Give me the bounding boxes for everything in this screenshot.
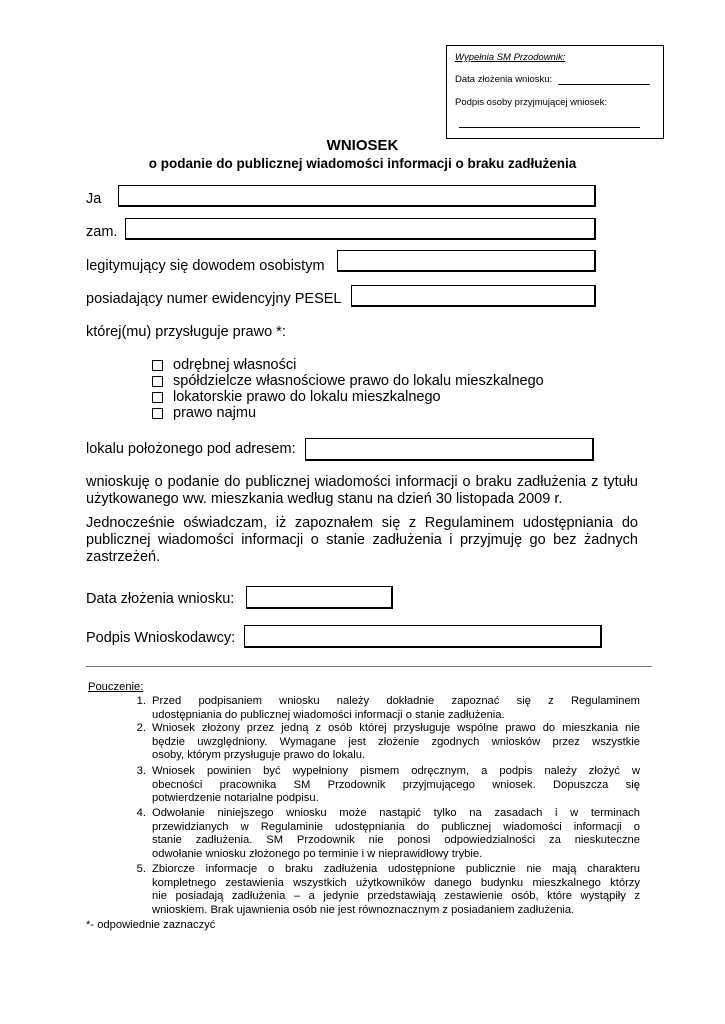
instruction-line: odwołanie wniosku złożonego po terminie i w nieprawidłowy trybie. [152, 847, 483, 860]
instruction-line: przewidzianych w Regulaminie udostępniania do publicznej wiadomości informacji o [152, 820, 640, 833]
address-field[interactable] [125, 218, 596, 240]
instruction-line: obecności pracownika SM Przodownik przyjmującego wniosek. Dopuszcza się [152, 778, 640, 791]
checkbox-ownership[interactable] [152, 360, 163, 371]
signature-label: Podpis Wnioskodawcy: [86, 630, 236, 646]
rights-label: której(mu) przysługuje prawo *: [86, 324, 286, 340]
signature-field[interactable] [244, 625, 602, 648]
instruction-number: 3. [136, 765, 146, 777]
request-line-2: użytkowanego ww. mieszkania według stanu na dzień 30 listopada 2009 r. [86, 491, 563, 507]
instruction-line: stanie zadłużenia. SM Przodownik nie ponosi odpowiedzialności za nieskuteczne [152, 834, 640, 846]
divider [86, 666, 652, 667]
instruction-line: Wniosek powinien być wypełniony pismem odręcznym, a podpis należy złożyć w [152, 765, 640, 777]
instruction-line: Wniosek złożony przez jedną z osób której przysługuje wspólne prawo do mieszkania nie [152, 722, 640, 734]
instruction-number: 1. [136, 695, 146, 707]
request-line-1: wnioskuję o podanie do publicznej wiadomości informacji o braku zadłużenia z tytułu [86, 474, 638, 490]
declaration-line-2: publicznej wiadomości informacji o stanie zadłużenia i przyjmuję go bez żadnych [86, 532, 638, 548]
instruction-line: osoby, którym przysługuje prawo do lokalu. [152, 749, 366, 761]
instruction-line: Odwołanie niniejszego wniosku może nastąpić tylko na zasadach i w terminach [152, 807, 640, 819]
zam-label: zam. [86, 224, 118, 240]
instruction-line: nie posiadają zadłużenia – a jedynie przedstawiają zestawienie osób, które wystąpiły z [152, 890, 640, 902]
instruction-number: 2. [136, 722, 146, 734]
checkbox-rental[interactable] [152, 408, 163, 419]
checkbox-coop-ownership[interactable] [152, 376, 163, 387]
office-signature-line[interactable] [459, 127, 640, 128]
pesel-label: posiadający numer ewidencyjny PESEL [86, 291, 342, 307]
checkbox-tenant-right[interactable] [152, 392, 163, 403]
page-title: WNIOSEK [326, 137, 399, 154]
premises-address-field[interactable] [305, 438, 594, 461]
option-tenant-right: lokatorskie prawo do lokalu mieszkalnego [173, 389, 441, 405]
instruction-line: Zbiorcze informacje o braku zadłużenia udostępnione publicznie nie mają charakteru [152, 863, 640, 875]
instruction-line: będzie uwzględniony. Wymagane jest złożenie zgodnych wniosków przez wszystkie [152, 735, 640, 748]
instructions-heading-text: Pouczenie: [88, 681, 144, 693]
instruction-line: wnioskiem. Brak ujawnienia osób nie jest równoznacznym z posiadaniem zadłużenia. [152, 903, 575, 916]
declaration-line-3: zastrzeżeń. [86, 549, 161, 565]
office-date-line[interactable] [558, 84, 650, 85]
id-card-label: legitymujący się dowodem osobistym [86, 258, 325, 274]
option-rental: prawo najmu [173, 405, 257, 421]
instruction-number: 5. [136, 863, 146, 875]
ja-label: Ja [86, 191, 102, 207]
declaration-paragraph [86, 515, 638, 566]
footnote: *- odpowiednie zaznaczyć [86, 919, 216, 931]
instruction-line: udostępniania do publicznej wiadomości informacji o stanie zadłużenia. [152, 708, 505, 721]
id-card-field[interactable] [337, 250, 596, 272]
date-field[interactable] [246, 586, 393, 609]
option-coop-ownership: spółdzielcze własnościowe prawo do lokalu mieszkalnego [173, 373, 544, 389]
office-use-box [446, 45, 664, 139]
date-label: Data złożenia wniosku: [86, 591, 235, 607]
instructions-heading [88, 681, 143, 695]
office-date-label: Data złożenia wniosku: [455, 74, 553, 85]
instruction-line: potwierdzenie notarialne podpisu. [152, 792, 319, 804]
request-paragraph [86, 474, 638, 508]
office-signature-label: Podpis osoby przyjmującej wniosek: [455, 97, 608, 108]
premises-address-label: lokalu położonego pod adresem: [86, 441, 296, 457]
pesel-field[interactable] [351, 285, 596, 307]
instruction-line: kompletnego zestawienia wszystkich użytkowników danego budynku mieszkalnego którzy [152, 876, 640, 889]
page-subtitle: o podanie do publicznej wiadomości informacji o braku zadłużenia [148, 156, 577, 171]
instruction-number: 4. [136, 807, 146, 819]
office-header: Wypełnia SM Przodownik: [455, 52, 566, 63]
instruction-line: Przed podpisaniem wniosku należy dokładnie zapoznać się z Regulaminem [152, 695, 640, 707]
option-ownership: odrębnej własności [173, 357, 297, 373]
name-field[interactable] [118, 185, 596, 207]
declaration-line-1: Jednocześnie oświadczam, iż zapoznałem się z Regulaminem udostępniania do [86, 515, 638, 531]
